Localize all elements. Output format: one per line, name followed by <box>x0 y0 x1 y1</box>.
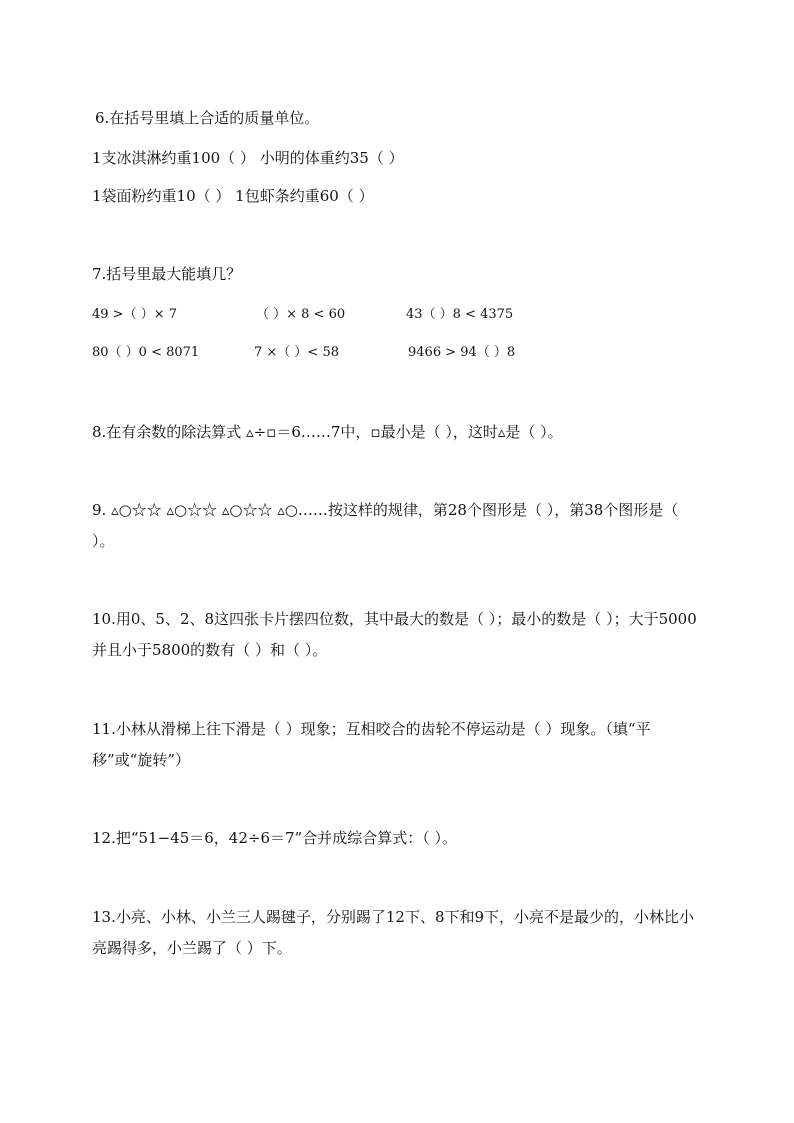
question-7-item-2: （ ）× 8 < 60 <box>256 307 346 322</box>
question-7-title: 7.括号里最大能填几？ <box>92 265 242 283</box>
question-8-text: 8.在有余数的除法算式 ▵÷▫＝6……7中，▫最小是（ ），这时▵是（ ）。 <box>92 423 563 441</box>
question-11-text: 11.小林从滑梯上往下滑是（ ）现象；互相咬合的齿轮不停运动是（ ）现象。（填“平移”或“旋转”） <box>92 720 651 769</box>
question-7-item-3: 43（ ）8 < 4375 <box>406 307 514 322</box>
question-7-item-6: 9466 > 94（ ）8 <box>408 345 516 360</box>
question-7-item-4: 80（ ）0 < 8071 <box>92 345 200 360</box>
question-9-text: 9. ▵○☆☆ ▵○☆☆ ▵○☆☆ ▵○……按这样的规律，第28个图形是（ ），第38个图形是（ ）。 <box>92 501 679 550</box>
question-13-text: 13.小亮、小林、小兰三人踢毽子，分别踢了12下、8下和9下，小亮不是最少的，小林比小亮踢得多，小兰踢了（ ）下。 <box>92 908 695 957</box>
question-10-text: 10.用0、5、2、8这四张卡片摆四位数，其中最大的数是（ ）；最小的数是（ ）；大于5000并且小于5800的数有（ ）和（ ）。 <box>92 610 697 659</box>
question-6-title: 6.在括号里填上合适的质量单位。 <box>95 109 320 127</box>
question-6-line-2: 1袋面粉约重10（ ） 1包虾条约重60（ ） <box>92 187 374 205</box>
question-6-line-1: 1支冰淇淋约重100（ ） 小明的体重约35（ ） <box>92 149 404 167</box>
question-7-row-2 <box>92 343 702 363</box>
question-12-text: 12.把“51−45＝6，42÷6＝7”合并成综合算式：（ ）。 <box>92 829 457 847</box>
question-7-item-5: 7 ×（ ）< 58 <box>254 345 339 360</box>
question-7-item-1: 49 >（ ）× 7 <box>92 307 177 322</box>
question-7-row-1 <box>92 305 702 325</box>
